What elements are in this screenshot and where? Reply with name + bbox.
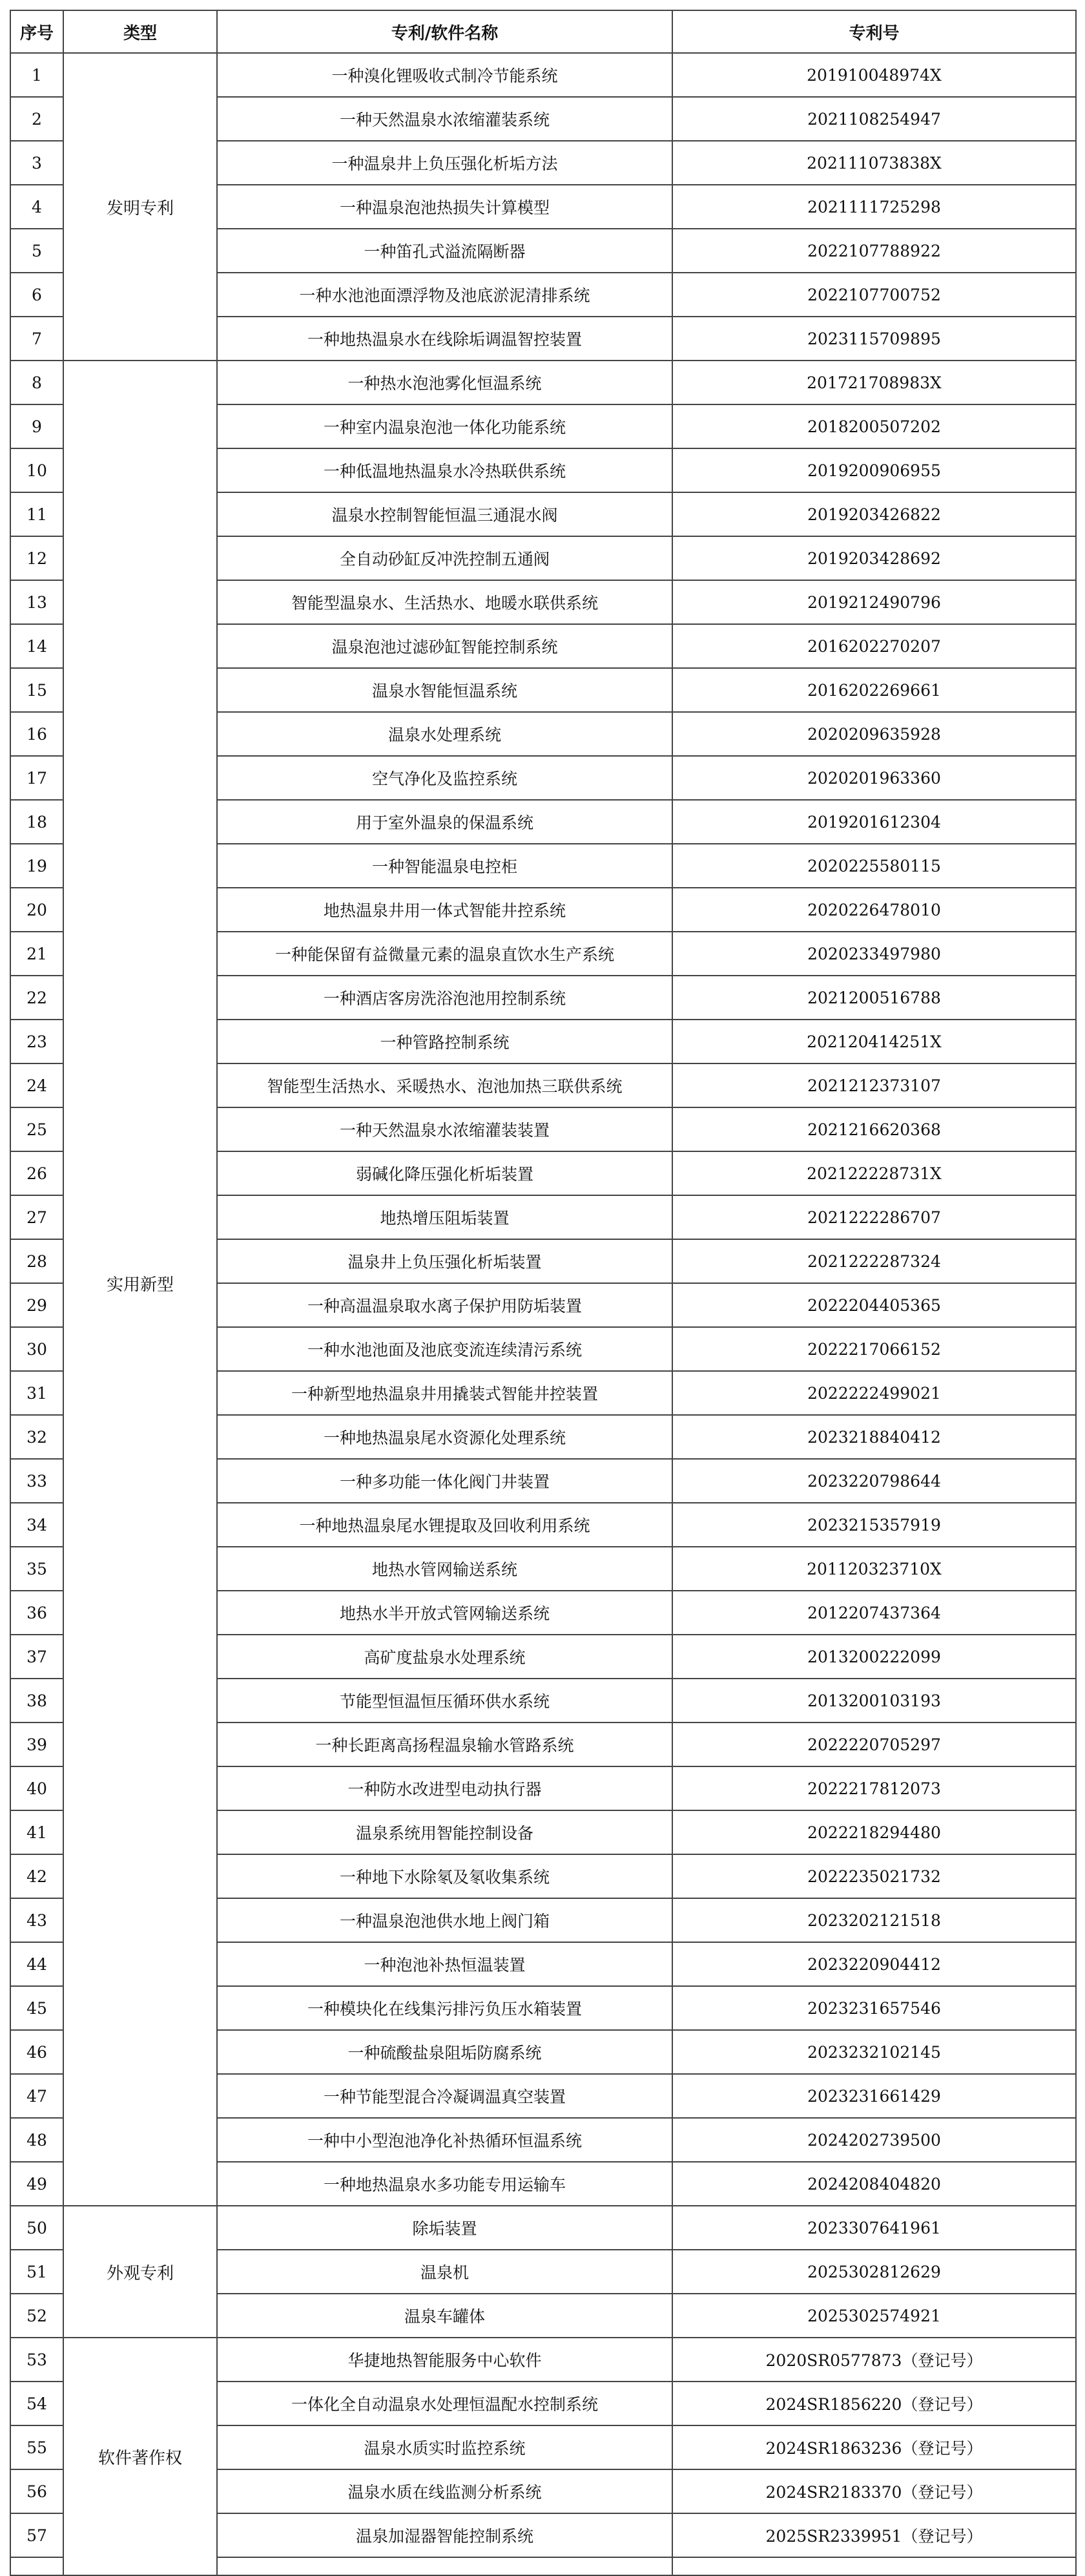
table-row <box>10 2338 1076 2382</box>
row-index: 2 <box>10 97 63 141</box>
item-name: 一体化全自动温泉水处理恒温配水控制系统 <box>217 2382 672 2425</box>
patent-number: 2022218294480 <box>672 1810 1076 1854</box>
item-name: 一种热水泡池雾化恒温系统 <box>217 361 672 404</box>
category-cell: 外观专利 <box>63 2206 217 2338</box>
item-name: 一种中小型泡池净化补热循环恒温系统 <box>217 2118 672 2162</box>
patent-number: 2021222287324 <box>672 1239 1076 1283</box>
patent-number: 2020226478010 <box>672 888 1076 932</box>
patent-number: 2013200222099 <box>672 1635 1076 1679</box>
patent-table <box>10 10 1077 2576</box>
row-index: 37 <box>10 1635 63 1679</box>
item-name: 一种高温温泉取水离子保护用防垢装置 <box>217 1283 672 1327</box>
row-index: 46 <box>10 2030 63 2074</box>
row-index: 32 <box>10 1415 63 1459</box>
patent-number: 202122228731X <box>672 1151 1076 1195</box>
patent-number: 2022217066152 <box>672 1327 1076 1371</box>
item-name: 一种温泉井上负压强化析垢方法 <box>217 141 672 185</box>
row-index: 39 <box>10 1723 63 1766</box>
patent-number: 2016202270207 <box>672 624 1076 668</box>
item-name: 温泉井上负压强化析垢装置 <box>217 1239 672 1283</box>
patent-number: 201120323710X <box>672 1547 1076 1591</box>
patent-number: 2020SR0577873（登记号） <box>672 2338 1076 2382</box>
item-name: 节能型恒温恒压循环供水系统 <box>217 1679 672 1723</box>
row-index: 49 <box>10 2162 63 2206</box>
row-index: 15 <box>10 668 63 712</box>
row-index: 24 <box>10 1063 63 1107</box>
patent-number: 2024SR2183370（登记号） <box>672 2469 1076 2513</box>
patent-number: 2022220705297 <box>672 1723 1076 1766</box>
patent-number: 2023307641961 <box>672 2206 1076 2250</box>
row-index: 6 <box>10 273 63 317</box>
header-index: 序号 <box>10 10 63 53</box>
patent-number: 2020201963360 <box>672 756 1076 800</box>
empty-cell <box>10 2557 63 2575</box>
row-index: 42 <box>10 1854 63 1898</box>
patent-number: 201721708983X <box>672 361 1076 404</box>
patent-number: 2025302574921 <box>672 2294 1076 2338</box>
patent-number: 2021216620368 <box>672 1107 1076 1151</box>
patent-number: 2021108254947 <box>672 97 1076 141</box>
row-index: 51 <box>10 2250 63 2294</box>
item-name: 一种地热温泉水在线除垢调温智控装置 <box>217 317 672 361</box>
item-name: 温泉泡池过滤砂缸智能控制系统 <box>217 624 672 668</box>
row-index: 3 <box>10 141 63 185</box>
item-name: 一种温泉泡池热损失计算模型 <box>217 185 672 229</box>
item-name: 地热水半开放式管网输送系统 <box>217 1591 672 1635</box>
patent-number: 2019212490796 <box>672 580 1076 624</box>
row-index: 50 <box>10 2206 63 2250</box>
empty-cell <box>672 2557 1076 2575</box>
row-index: 38 <box>10 1679 63 1723</box>
item-name: 空气净化及监控系统 <box>217 756 672 800</box>
patent-number: 2024202739500 <box>672 2118 1076 2162</box>
item-name: 一种新型地热温泉井用撬装式智能井控装置 <box>217 1371 672 1415</box>
patent-number: 2012207437364 <box>672 1591 1076 1635</box>
row-index: 7 <box>10 317 63 361</box>
patent-number: 2022107700752 <box>672 273 1076 317</box>
item-name: 一种笛孔式溢流隔断器 <box>217 229 672 273</box>
item-name: 一种节能型混合冷凝调温真空装置 <box>217 2074 672 2118</box>
row-index: 21 <box>10 932 63 976</box>
row-index: 16 <box>10 712 63 756</box>
patent-number: 2022235021732 <box>672 1854 1076 1898</box>
patent-number: 2013200103193 <box>672 1679 1076 1723</box>
item-name: 温泉机 <box>217 2250 672 2294</box>
row-index: 57 <box>10 2513 63 2557</box>
row-index: 52 <box>10 2294 63 2338</box>
item-name: 一种硫酸盐泉阻垢防腐系统 <box>217 2030 672 2074</box>
patent-number: 2023231657546 <box>672 1986 1076 2030</box>
patent-number: 202111073838X <box>672 141 1076 185</box>
item-name: 地热增压阻垢装置 <box>217 1195 672 1239</box>
row-index: 26 <box>10 1151 63 1195</box>
patent-number: 2025SR2339951（登记号） <box>672 2513 1076 2557</box>
row-index: 17 <box>10 756 63 800</box>
table-body <box>10 53 1076 2575</box>
item-name: 一种能保留有益微量元素的温泉直饮水生产系统 <box>217 932 672 976</box>
patent-number: 2025302812629 <box>672 2250 1076 2294</box>
row-index: 55 <box>10 2425 63 2469</box>
category-cell: 实用新型 <box>63 361 217 2206</box>
row-index: 19 <box>10 844 63 888</box>
item-name: 一种地热温泉尾水锂提取及回收利用系统 <box>217 1503 672 1547</box>
row-index: 23 <box>10 1020 63 1063</box>
item-name: 一种温泉泡池供水地上阀门箱 <box>217 1898 672 1942</box>
patent-number: 2021200516788 <box>672 976 1076 1020</box>
item-name: 全自动砂缸反冲洗控制五通阀 <box>217 536 672 580</box>
row-index: 27 <box>10 1195 63 1239</box>
item-name: 一种溴化锂吸收式制冷节能系统 <box>217 53 672 97</box>
patent-number: 2021212373107 <box>672 1063 1076 1107</box>
item-name: 温泉车罐体 <box>217 2294 672 2338</box>
row-index: 36 <box>10 1591 63 1635</box>
header-row <box>10 10 1076 53</box>
item-name: 地热水管网输送系统 <box>217 1547 672 1591</box>
patent-number: 2023115709895 <box>672 317 1076 361</box>
row-index: 40 <box>10 1766 63 1810</box>
item-name: 温泉系统用智能控制设备 <box>217 1810 672 1854</box>
item-name: 一种地热温泉水多功能专用运输车 <box>217 2162 672 2206</box>
row-index: 20 <box>10 888 63 932</box>
row-index: 56 <box>10 2469 63 2513</box>
row-index: 29 <box>10 1283 63 1327</box>
item-name: 智能型温泉水、生活热水、地暖水联供系统 <box>217 580 672 624</box>
patent-number: 2023202121518 <box>672 1898 1076 1942</box>
row-index: 48 <box>10 2118 63 2162</box>
patent-number: 2020233497980 <box>672 932 1076 976</box>
item-name: 一种地下水除氡及氡收集系统 <box>217 1854 672 1898</box>
patent-number: 2021111725298 <box>672 185 1076 229</box>
table-row <box>10 53 1076 97</box>
row-index: 4 <box>10 185 63 229</box>
patent-number: 2016202269661 <box>672 668 1076 712</box>
item-name: 地热温泉井用一体式智能井控系统 <box>217 888 672 932</box>
item-name: 一种天然温泉水浓缩灌装装置 <box>217 1107 672 1151</box>
row-index: 34 <box>10 1503 63 1547</box>
item-name: 一种管路控制系统 <box>217 1020 672 1063</box>
item-name: 温泉水处理系统 <box>217 712 672 756</box>
row-index: 25 <box>10 1107 63 1151</box>
patent-number: 2024208404820 <box>672 2162 1076 2206</box>
row-index: 10 <box>10 448 63 492</box>
row-index: 5 <box>10 229 63 273</box>
patent-number: 2019203428692 <box>672 536 1076 580</box>
item-name: 一种天然温泉水浓缩灌装系统 <box>217 97 672 141</box>
row-index: 30 <box>10 1327 63 1371</box>
patent-number: 2023220904412 <box>672 1942 1076 1986</box>
row-index: 45 <box>10 1986 63 2030</box>
item-name: 一种防水改进型电动执行器 <box>217 1766 672 1810</box>
item-name: 一种地热温泉尾水资源化处理系统 <box>217 1415 672 1459</box>
item-name: 一种泡池补热恒温装置 <box>217 1942 672 1986</box>
table-row <box>10 2206 1076 2250</box>
patent-number: 2022204405365 <box>672 1283 1076 1327</box>
row-index: 53 <box>10 2338 63 2382</box>
patent-number: 2023220798644 <box>672 1459 1076 1503</box>
row-index: 22 <box>10 976 63 1020</box>
category-cell: 发明专利 <box>63 53 217 361</box>
row-index: 14 <box>10 624 63 668</box>
row-index: 44 <box>10 1942 63 1986</box>
item-name: 弱碱化降压强化析垢装置 <box>217 1151 672 1195</box>
item-name: 一种低温地热温泉水冷热联供系统 <box>217 448 672 492</box>
patent-number: 2022107788922 <box>672 229 1076 273</box>
row-index: 13 <box>10 580 63 624</box>
item-name: 一种长距离高扬程温泉输水管路系统 <box>217 1723 672 1766</box>
item-name: 一种酒店客房洗浴泡池用控制系统 <box>217 976 672 1020</box>
patent-number: 2019200906955 <box>672 448 1076 492</box>
item-name: 高矿度盐泉水处理系统 <box>217 1635 672 1679</box>
patent-number: 2023218840412 <box>672 1415 1076 1459</box>
patent-number: 2022222499021 <box>672 1371 1076 1415</box>
item-name: 一种多功能一体化阀门井装置 <box>217 1459 672 1503</box>
patent-number: 2021222286707 <box>672 1195 1076 1239</box>
patent-number: 2023232102145 <box>672 2030 1076 2074</box>
item-name: 智能型生活热水、采暖热水、泡池加热三联供系统 <box>217 1063 672 1107</box>
row-index: 9 <box>10 404 63 448</box>
row-index: 43 <box>10 1898 63 1942</box>
row-index: 28 <box>10 1239 63 1283</box>
item-name: 温泉水智能恒温系统 <box>217 668 672 712</box>
item-name: 一种水池池面漂浮物及池底淤泥清排系统 <box>217 273 672 317</box>
item-name: 温泉水控制智能恒温三通混水阀 <box>217 492 672 536</box>
row-index: 35 <box>10 1547 63 1591</box>
patent-number: 2020209635928 <box>672 712 1076 756</box>
row-index: 1 <box>10 53 63 97</box>
row-index: 47 <box>10 2074 63 2118</box>
item-name: 一种室内温泉泡池一体化功能系统 <box>217 404 672 448</box>
patent-number: 2018200507202 <box>672 404 1076 448</box>
item-name: 温泉水质实时监控系统 <box>217 2425 672 2469</box>
empty-cell <box>217 2557 672 2575</box>
item-name: 一种智能温泉电控柜 <box>217 844 672 888</box>
category-cell: 软件著作权 <box>63 2338 217 2575</box>
patent-number: 2023215357919 <box>672 1503 1076 1547</box>
header-number: 专利号 <box>672 10 1076 53</box>
item-name: 除垢装置 <box>217 2206 672 2250</box>
header-name: 专利/软件名称 <box>217 10 672 53</box>
item-name: 温泉水质在线监测分析系统 <box>217 2469 672 2513</box>
item-name: 一种水池池面及池底变流连续清污系统 <box>217 1327 672 1371</box>
patent-number: 2020225580115 <box>672 844 1076 888</box>
patent-number: 2024SR1863236（登记号） <box>672 2425 1076 2469</box>
row-index: 31 <box>10 1371 63 1415</box>
patent-number: 2023231661429 <box>672 2074 1076 2118</box>
row-index: 41 <box>10 1810 63 1854</box>
item-name: 华捷地热智能服务中心软件 <box>217 2338 672 2382</box>
item-name: 用于室外温泉的保温系统 <box>217 800 672 844</box>
row-index: 11 <box>10 492 63 536</box>
header-category: 类型 <box>63 10 217 53</box>
patent-number: 201910048974X <box>672 53 1076 97</box>
row-index: 12 <box>10 536 63 580</box>
item-name: 温泉加湿器智能控制系统 <box>217 2513 672 2557</box>
row-index: 33 <box>10 1459 63 1503</box>
patent-number: 2019203426822 <box>672 492 1076 536</box>
row-index: 18 <box>10 800 63 844</box>
patent-number: 202120414251X <box>672 1020 1076 1063</box>
row-index: 8 <box>10 361 63 404</box>
row-index: 54 <box>10 2382 63 2425</box>
table-row <box>10 361 1076 404</box>
item-name: 一种模块化在线集污排污负压水箱装置 <box>217 1986 672 2030</box>
patent-number: 2024SR1856220（登记号） <box>672 2382 1076 2425</box>
patent-number: 2022217812073 <box>672 1766 1076 1810</box>
patent-number: 2019201612304 <box>672 800 1076 844</box>
